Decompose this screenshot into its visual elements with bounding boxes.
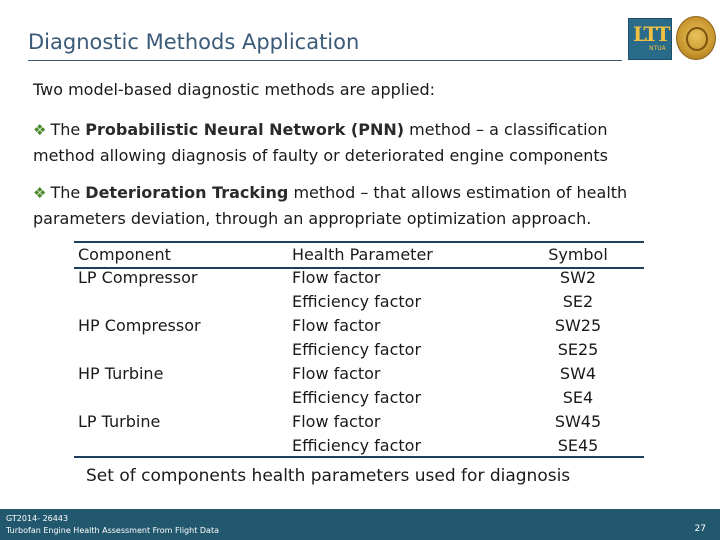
header-symbol: Symbol — [548, 245, 608, 264]
row-5-component: HP Turbine — [78, 364, 164, 383]
row-2-symbol: SE2 — [562, 292, 594, 311]
table-header — [74, 241, 644, 269]
row-6-parameter: Efficiency factor — [292, 388, 422, 407]
footer-paper-title: Turbofan Engine Health Assessment From Flight Data — [6, 526, 219, 535]
row-3-symbol: SW25 — [554, 316, 602, 335]
row-7-parameter: Flow factor — [292, 412, 381, 431]
row-5-parameter: Flow factor — [292, 364, 381, 383]
row-2-parameter: Efficiency factor — [292, 292, 422, 311]
logos — [628, 16, 714, 60]
row-1-parameter: Flow factor — [292, 268, 381, 287]
diamond-bullet-icon: ❖ — [33, 184, 47, 202]
bullet-rest: method – that allows estimation of health parameters deviation, through an appropriate optimization approach. — [33, 183, 628, 228]
footer-bar — [0, 509, 720, 540]
bullet-prefix: The — [50, 120, 86, 139]
university-seal-icon — [676, 16, 716, 60]
bullet-pnn — [33, 117, 673, 168]
row-8-parameter: Efficiency factor — [292, 436, 422, 455]
ltt-logo — [628, 18, 672, 60]
bullet-bold: Deterioration Tracking — [85, 183, 289, 202]
row-4-parameter: Efficiency factor — [292, 340, 422, 359]
header-component: Component — [78, 245, 171, 264]
table-bottom-rule — [74, 456, 644, 458]
row-1-symbol: SW2 — [559, 268, 597, 287]
row-7-component: LP Turbine — [78, 412, 161, 431]
row-3-component: HP Compressor — [78, 316, 201, 335]
bullet-deterioration-tracking — [33, 180, 673, 231]
ltt-logo-mark: LTT — [633, 22, 669, 46]
ltt-logo-sub: NTUA — [649, 45, 666, 52]
row-6-symbol: SE4 — [562, 388, 594, 407]
header-health-parameter: Health Parameter — [292, 245, 433, 264]
row-1-component: LP Compressor — [78, 268, 198, 287]
row-5-symbol: SW4 — [559, 364, 597, 383]
row-8-symbol: SE45 — [557, 436, 599, 455]
bullet-prefix: The — [50, 183, 86, 202]
footer-paper-id: GT2014- 26443 — [6, 514, 69, 523]
bullet-rest: method – a classification method allowing diagnosis of faulty or deteriorated engine components — [33, 120, 608, 165]
diamond-bullet-icon: ❖ — [33, 121, 47, 139]
row-3-parameter: Flow factor — [292, 316, 381, 335]
intro-text: Two model-based diagnostic methods are applied: — [33, 80, 436, 99]
health-parameters-table — [74, 241, 644, 457]
row-7-symbol: SW45 — [554, 412, 602, 431]
slide-title: Diagnostic Methods Application — [28, 30, 360, 54]
title-underline — [28, 60, 622, 61]
bullet-bold: Probabilistic Neural Network (PNN) — [85, 120, 405, 139]
page-number: 27 — [694, 524, 706, 534]
row-4-symbol: SE25 — [557, 340, 599, 359]
table-caption: Set of components health parameters used for diagnosis — [86, 466, 571, 486]
